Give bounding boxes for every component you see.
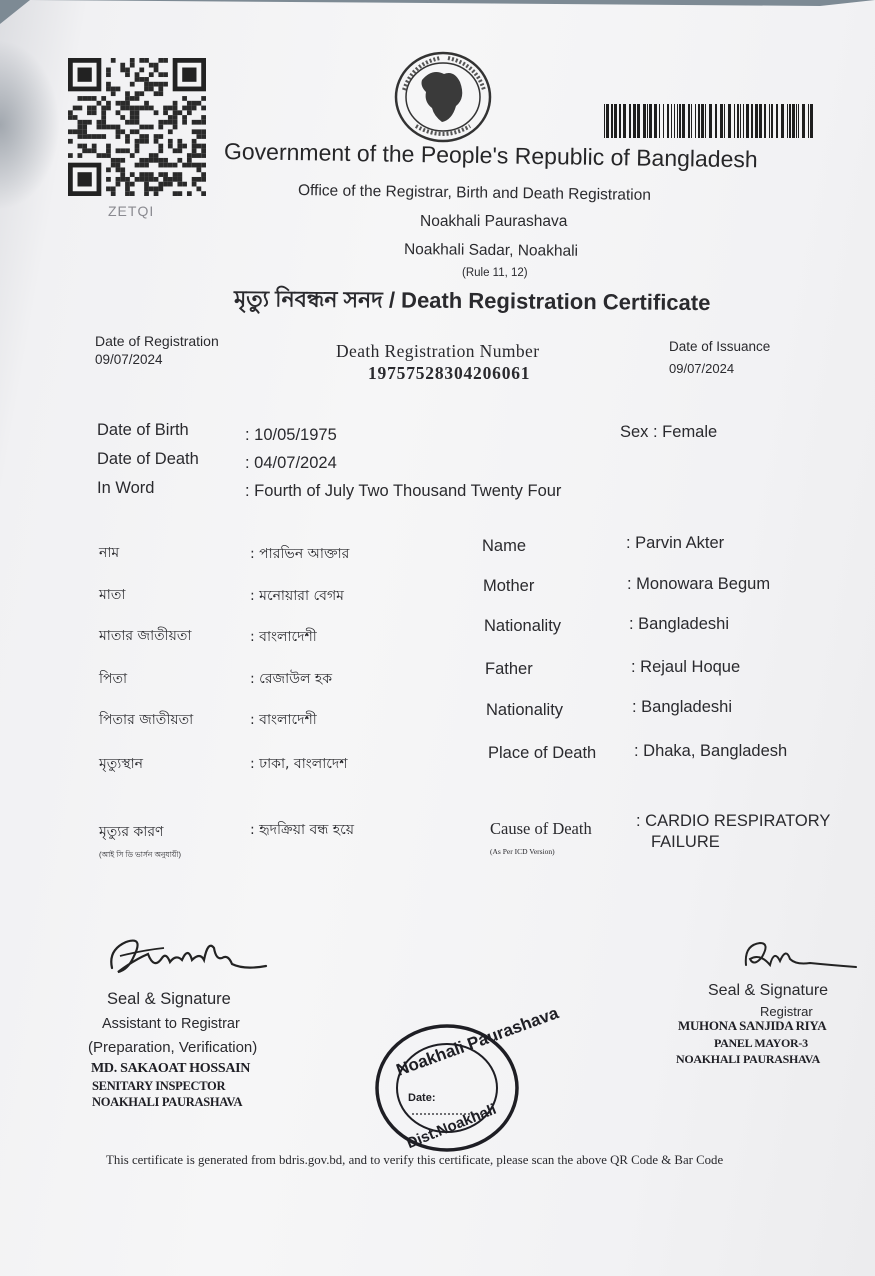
cause-of-death-value-line-2: FAILURE xyxy=(651,833,720,851)
seal-top-text: Noakhali Paurashava xyxy=(393,1003,561,1080)
father-nationality-label: Nationality xyxy=(486,701,564,719)
paurashava-round-seal xyxy=(372,1003,561,1154)
bn-mother-nationality-value: : বাংলাদেশী xyxy=(250,629,317,645)
assistant-office: NOAKHALI PAURASHAVA xyxy=(92,1095,243,1109)
right-seal-label: Seal & Signature xyxy=(708,982,829,999)
paurashava-name: Noakhali Paurashava xyxy=(420,213,568,230)
office-name: Office of the Registrar, Birth and Death Registration xyxy=(297,182,652,204)
registration-number-label: Death Registration Number xyxy=(336,341,540,361)
name-label: Name xyxy=(482,537,527,555)
cause-of-death-label: Cause of Death xyxy=(490,819,592,838)
seal-date-label: Date: xyxy=(408,1092,436,1104)
father-label: Father xyxy=(485,660,533,678)
registration-date-label: Date of Registration xyxy=(95,333,219,349)
place-of-death-value: : Dhaka, Bangladesh xyxy=(634,742,788,760)
bn-place-of-death-label: মৃত্যুস্থান xyxy=(99,756,144,772)
in-word-label: In Word xyxy=(97,479,155,497)
bn-name-value: : পারভিন আক্তার xyxy=(250,546,350,562)
registrar-name: MUHONA SANJIDA RIYA xyxy=(678,1018,827,1033)
mother-nationality-value: : Bangladeshi xyxy=(629,615,729,633)
in-word-value: : Fourth of July Two Thousand Twenty Four xyxy=(245,482,562,500)
issuance-date-label: Date of Issuance xyxy=(669,339,771,354)
bn-cause-of-death-label: মৃত্যুর কারণ xyxy=(99,824,164,840)
barcode-icon xyxy=(604,104,816,138)
bn-father-label: পিতা xyxy=(99,671,128,687)
bn-mother-label: মাতা xyxy=(99,587,126,603)
mother-label: Mother xyxy=(483,577,535,595)
left-seal-label: Seal & Signature xyxy=(107,990,231,1008)
birth-date-value: : 10/05/1975 xyxy=(245,426,337,444)
assistant-purpose: (Preparation, Verification) xyxy=(88,1039,258,1056)
death-date-value: : 04/07/2024 xyxy=(245,454,337,472)
government-title: Government of the People's Republic of Bangladesh xyxy=(223,138,758,173)
seal-bottom-text: Dist.Noakhali xyxy=(404,1100,499,1153)
assistant-title: SENITARY INSPECTOR xyxy=(92,1079,226,1093)
sadar-name: Noakhali Sadar, Noakhali xyxy=(403,241,579,260)
government-emblem-icon xyxy=(392,50,494,144)
assistant-name: MD. SAKAOAT HOSSAIN xyxy=(91,1061,251,1076)
mother-nationality-label: Nationality xyxy=(484,617,562,635)
registrar-title: PANEL MAYOR-3 xyxy=(714,1036,808,1050)
registration-number-value: 19757528304206061 xyxy=(368,363,531,383)
bn-father-nationality-label: পিতার জাতীয়তা xyxy=(99,712,194,728)
death-date-label: Date of Death xyxy=(97,450,199,468)
mother-value: : Monowara Begum xyxy=(627,575,771,593)
bn-cause-of-death-value: : হৃদক্রিয়া বন্ধ হয়ে xyxy=(250,822,355,838)
registrar-role: Registrar xyxy=(760,1004,813,1019)
registration-date-value: 09/07/2024 xyxy=(95,352,163,367)
qr-code-icon xyxy=(68,58,206,196)
verification-footer: This certificate is generated from bdris.gov.bd, and to verify this certificate, please scan the above QR Code & Bar Code xyxy=(106,1153,724,1167)
bn-place-of-death-value: : ঢাকা, বাংলাদেশ xyxy=(250,756,348,772)
bn-mother-value: : মনোয়ারা বেগম xyxy=(250,588,344,604)
father-value: : Rejaul Hoque xyxy=(631,658,741,676)
rule-reference: (Rule 11, 12) xyxy=(462,267,528,279)
certificate-title: মৃত্যু নিবন্ধন সনদ / Death Registration Certificate xyxy=(233,286,711,316)
bn-father-nationality-value: : বাংলাদেশী xyxy=(250,712,317,728)
birth-date-label: Date of Birth xyxy=(97,421,189,439)
registrar-office: NOAKHALI PAURASHAVA xyxy=(676,1052,820,1066)
place-of-death-label: Place of Death xyxy=(488,744,597,762)
registrar-signature-icon xyxy=(740,935,860,980)
cause-note: (As Per ICD Version) xyxy=(490,847,555,856)
cause-of-death-value-line-1: : CARDIO RESPIRATORY xyxy=(636,812,831,830)
assistant-signature-icon xyxy=(104,930,274,980)
issuance-date-value: 09/07/2024 xyxy=(669,361,735,376)
assistant-role: Assistant to Registrar xyxy=(102,1016,240,1032)
bn-cause-note: (আই সি ডি ভার্সন অনুযায়ী) xyxy=(99,850,181,859)
bn-mother-nationality-label: মাতার জাতীয়তা xyxy=(99,628,192,644)
name-value: : Parvin Akter xyxy=(626,534,725,552)
father-nationality-value: : Bangladeshi xyxy=(632,698,732,716)
bn-father-value: : রেজাউল হক xyxy=(250,671,333,687)
sex-value: Sex : Female xyxy=(620,423,718,441)
paper-shadow xyxy=(0,40,60,210)
bn-name-label: নাম xyxy=(99,545,120,561)
qr-code-text: ZETQI xyxy=(108,203,155,219)
